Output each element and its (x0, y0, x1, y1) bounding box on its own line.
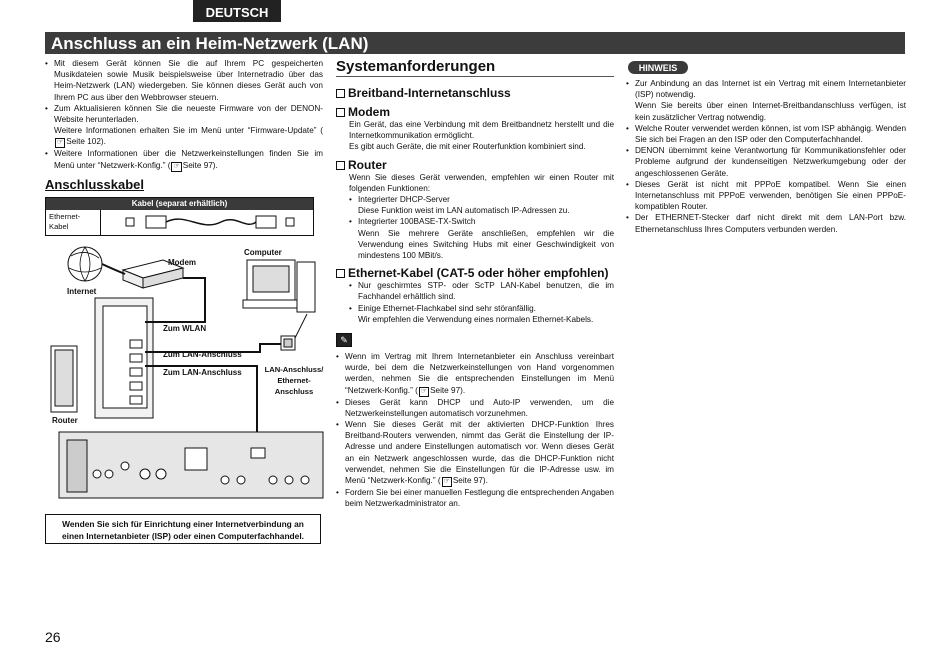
language-tab: DEUTSCH (193, 0, 281, 22)
network-note (336, 351, 614, 397)
isp-note-box: Wenden Sie sich für Einrichtung einer Internetverbindung an einen Internetanbieter (ISP) oder einen Computerfachhandel. (45, 514, 321, 544)
ethernet-bullet: • Nur geschirmtes STP- oder ScTP LAN-Kabel benutzen, die im Fachhandel erhältlich sind. (349, 280, 614, 302)
ethernet-title: Ethernet-Kabel (CAT-5 oder höher empfohlen) (348, 266, 609, 281)
cable-table-divider (100, 210, 101, 235)
intro-sub-text: Seite 102). (66, 137, 106, 147)
reference-icon: ☞ (57, 139, 64, 147)
ethernet-text (336, 280, 614, 325)
ethernet-heading (336, 266, 614, 280)
network-note-text: Dieses Gerät kann DHCP und Auto-IP verwenden, um die Netzwerkeinstellungen automatisch vorzunehmen. (345, 397, 614, 418)
checkbox-icon (336, 269, 345, 278)
cable-table (45, 197, 314, 236)
broadband-title: Breitband-Internetanschluss (348, 86, 511, 100)
hinweis-bullet: • Welche Router verwendet werden können, ist vom ISP abhängig. Wenden Sie sich bei Fragen an den ISP oder den Computerfachhandel. (626, 123, 906, 145)
router-bullet-sub: Wenn Sie mehrere Geräte anschließen, empfehlen wir die Verwendung eines Switching Hubs mit einer Geschwindigkeit von mindestens 100 MBit/s. (358, 228, 614, 261)
checkbox-icon (336, 108, 345, 117)
hinweis-bullet: • Dieses Gerät ist nicht mit PPPoE kompatibel. Wenn Sie einen Internetanschluss mit PPPoE verwenden, benötigen Sie einen PPPoE-kompatiblen Router. (626, 179, 906, 213)
hinweis-bullet: • Der ETHERNET-Stecker darf nicht direkt mit dem LAN-Port bzw. Ethernetanschluss Ihres Computers verbunden werden. (626, 212, 906, 234)
router-bullet: • Integrierter 100BASE-TX-Switch (349, 216, 614, 227)
heading-rule (336, 76, 614, 77)
computer-icon (243, 260, 315, 312)
receiver-panel (59, 432, 323, 498)
router-text (336, 172, 614, 262)
network-note-text: Fordern Sie bei einer manuellen Festlegung die entsprechenden Angaben beim Netzwerkadministrator an. (345, 488, 614, 509)
hinweis-bullet: • Zur Anbindung an das Internet ist ein Vertrag mit einem Internetanbieter (ISP) notwendig. (626, 78, 906, 100)
hinweis-badge: HINWEIS (628, 61, 688, 74)
modem-text (336, 119, 614, 153)
page-title: Anschluss an ein Heim-Netzwerk (LAN) (45, 32, 905, 54)
globe-icon (68, 247, 102, 281)
ethernet-bullet-sub: Wir empfehlen die Verwendung eines normalen Ethernet-Kabels. (358, 314, 594, 324)
broadband-heading (336, 86, 614, 100)
ethernet-bullet: • Einige Ethernet-Flachkabel sind sehr störanfällig. (349, 303, 614, 314)
requirements-heading: Systemanforderungen (336, 58, 496, 75)
network-notes (336, 351, 614, 509)
network-note (336, 397, 614, 419)
intro-bullet: • Zum Aktualisieren können Sie die neueste Firmware von der DENON-Website herunterladen. (45, 103, 323, 125)
zum-lan-label: Zum LAN-Anschluss (163, 350, 242, 359)
network-note-text: Seite 97). (430, 385, 466, 395)
ethernet-cable-icon (106, 212, 311, 234)
lan-port-label: LAN-Anschluss/ Ethernet-Anschluss (264, 365, 324, 396)
internet-label: Internet (67, 287, 97, 296)
zum-wlan-label: Zum WLAN (163, 324, 207, 333)
intro-bullet-sub (45, 125, 323, 148)
intro-bullet: • Mit diesem Gerät können Sie die auf Ihrem PC gespeicherten Musikdateien sowie Musik beispielsweise über Internetradio über das Heim-Netzwerk (LAN) wiedergeben. Sie können dieses Gerät auch von Ihrem PC aus über den Webbrowser steuern. (45, 58, 323, 103)
modem-line: Es gibt auch Geräte, die mit einer Routerfunktion kombiniert sind. (349, 142, 586, 152)
hinweis-bullet: • DENON übernimmt keine Verantwortung für Kommunikationsfehler oder Probleme aufgrund der kundenseitigen Netzwerkumgebung oder der angeschlossenen Geräte. (626, 145, 906, 179)
checkbox-icon (336, 89, 345, 98)
router-bullet: • Integrierter DHCP-Server (349, 194, 614, 205)
router-tower-icon (51, 346, 77, 412)
intro-bullets (45, 58, 323, 172)
reference-icon: ☞ (443, 478, 450, 486)
router-title: Router (348, 157, 387, 172)
router-heading (336, 158, 614, 172)
reference-icon: ☞ (420, 387, 428, 395)
page-number: 26 (45, 629, 61, 645)
hinweis-notes (626, 78, 906, 235)
router-bullet-sub: Diese Funktion weist im LAN automatisch IP-Adressen zu. (358, 206, 570, 216)
reference-icon: ☞ (173, 162, 180, 170)
network-note-text: Seite 97). (452, 476, 488, 486)
cable-table-header: Kabel (separat erhältlich) (46, 198, 313, 210)
modem-label: Modem (168, 258, 196, 267)
cable-section-heading: Anschlusskabel (45, 177, 144, 192)
modem-title: Modem (348, 105, 390, 119)
network-note (336, 419, 614, 487)
hinweis-bullet-sub: Wenn Sie bereits über einen Internet-Breitbandanschluss verfügen, ist kein zusätzlicher Vertrag notwendig. (635, 101, 906, 122)
intro-text: Weitere Informationen über die Netzwerkeinstellungen finden Sie im Menü unter “Netzwerk-Konfig.” ( (54, 149, 323, 170)
router-label: Router (52, 416, 78, 425)
network-note-text: Wenn Sie dieses Gerät mit der aktivierten DHCP-Funktion Ihres Breitband-Routers verwenden, nimmt das Gerät die Einstellung der IP-Adresse und andere Einstellungen automatisch vor. Wenn dieses Gerät an ein Netzwerk angeschlossen wurde, das die DHCP-Funktion nicht verwendet, nehmen Sie die Einstellungen für die IP-Adresse usw. im Menü “Netzwerk-Konfig.” ( (345, 420, 614, 486)
network-note (336, 487, 614, 509)
router-icon (95, 298, 153, 418)
checkbox-icon (336, 161, 345, 170)
computer-label: Computer (244, 248, 282, 257)
router-intro: Wenn Sie dieses Gerät verwenden, empfehlen wir einen Router mit folgenden Funktionen: (349, 172, 614, 193)
intro-bullet (45, 148, 323, 171)
modem-heading (336, 105, 614, 119)
intro-sub-text: Weitere Informationen erhalten Sie im Menü unter “Firmware-Update” ( (54, 126, 323, 136)
requirements-column (336, 58, 614, 509)
pencil-note-icon: ✎ (336, 333, 352, 347)
network-note-text: Wenn im Vertrag mit Ihrem Internetanbieter ein Anschluss vereinbart wurde, bei dem die Netzwerkeinstellungen von Hand vorgenommen werden, nehmen Sie die entsprechenden Einstellungen im Menü “Netzwerk-Konfig.” ( (345, 352, 614, 395)
intro-text: Seite 97). (182, 160, 218, 170)
zum-lan-label: Zum LAN-Anschluss (163, 368, 242, 377)
modem-line: Ein Gerät, das eine Verbindung mit dem Breitbandnetz herstellt und die Internetkommunikation ermöglicht. (349, 120, 614, 141)
cable-row-label: Ethernet-Kabel (49, 212, 81, 231)
